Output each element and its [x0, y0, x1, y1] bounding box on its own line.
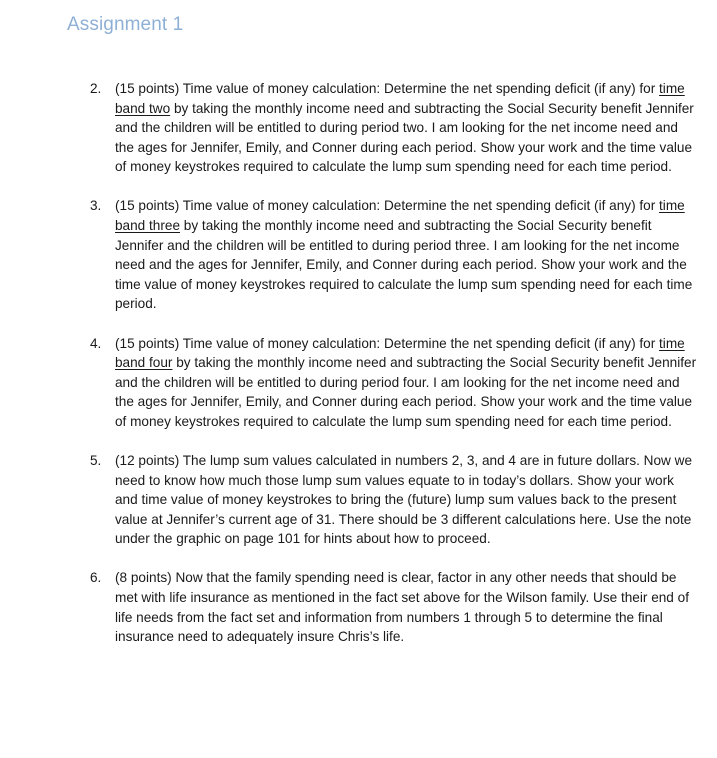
question-text: [115, 198, 692, 311]
question-number: 5.: [90, 453, 102, 468]
time-band-underline: time band two: [115, 81, 685, 116]
question-number: 6.: [90, 570, 102, 586]
question-list: [90, 79, 700, 666]
question-text-after: by taking the monthly income need and subtracting the Social Security benefit Jennifer and the children will be entitled to during period two. I am looking for the net income need and the ages for Jennifer, Emily, and Conner during each period. Show your work and the time value of money keystrokes required to calculate the lump sum spending need for each time period.: [115, 100, 694, 175]
question-text-before: (15 points) Time value of money calculation: Determine the net spending deficit (if any) for: [115, 198, 660, 214]
question-text-after: by taking the monthly income need and subtracting the Social Security benefit Jennifer and the children will be entitled to during period four. I am looking for the net income need and the ages for Jennifer, Emily, and Conner during each period. Show your work and the time value of money keystrokes required to calculate the lump sum spending need for each time period.: [115, 355, 697, 429]
question-text-before: (12 points) The lump sum values calculated in numbers 2, 3, and 4 are in future dollars. Now we need to know how much those lump sum values equate to in today’s dollars. Show your work and time value of money keystrokes to bring the (future) lump sum values back to the present value at Jennifer’s current age of 31. There should be 3 different calculations here. Use the note under the graphic on page 101 for hints about how to proceed.: [115, 453, 693, 547]
time-band-underline: time band three: [115, 198, 685, 234]
question-text: [115, 453, 692, 546]
question-item: [90, 451, 700, 549]
question-item: [90, 334, 700, 432]
question-number: 3.: [90, 198, 102, 214]
question-text: [115, 81, 694, 174]
question-item: [90, 196, 700, 314]
time-band-underline: time band four: [115, 335, 685, 371]
question-text: [115, 336, 696, 429]
question-text-before: (8 points) Now that the family spending need is clear, factor in any other needs that should be met with life insurance as mentioned in the fact set above for the Wilson family. Use their end of life needs from the fact set and information from numbers 1 through 5 to determine the final insurance need to adequately insure Chris’s life.: [115, 570, 689, 645]
question-item: [90, 568, 700, 646]
question-item: [90, 79, 700, 177]
page-title: Assignment 1: [67, 14, 184, 35]
question-number: 4.: [90, 335, 102, 351]
question-text: [115, 570, 689, 644]
question-text-before: (15 points) Time value of money calculation: Determine the net spending deficit (if any) for: [115, 335, 660, 351]
question-text-before: (15 points) Time value of money calculation: Determine the net spending deficit (if any) for: [115, 81, 660, 96]
question-number: 2.: [90, 81, 102, 96]
question-text-after: by taking the monthly income need and subtracting the Social Security benefit Jennifer and the children will be entitled to during period three. I am looking for the net income need and the ages for Jennifer, Emily, and Conner during each period. Show your work and the time value of money keystrokes required to calculate the lump sum spending need for each time period.: [115, 218, 693, 312]
